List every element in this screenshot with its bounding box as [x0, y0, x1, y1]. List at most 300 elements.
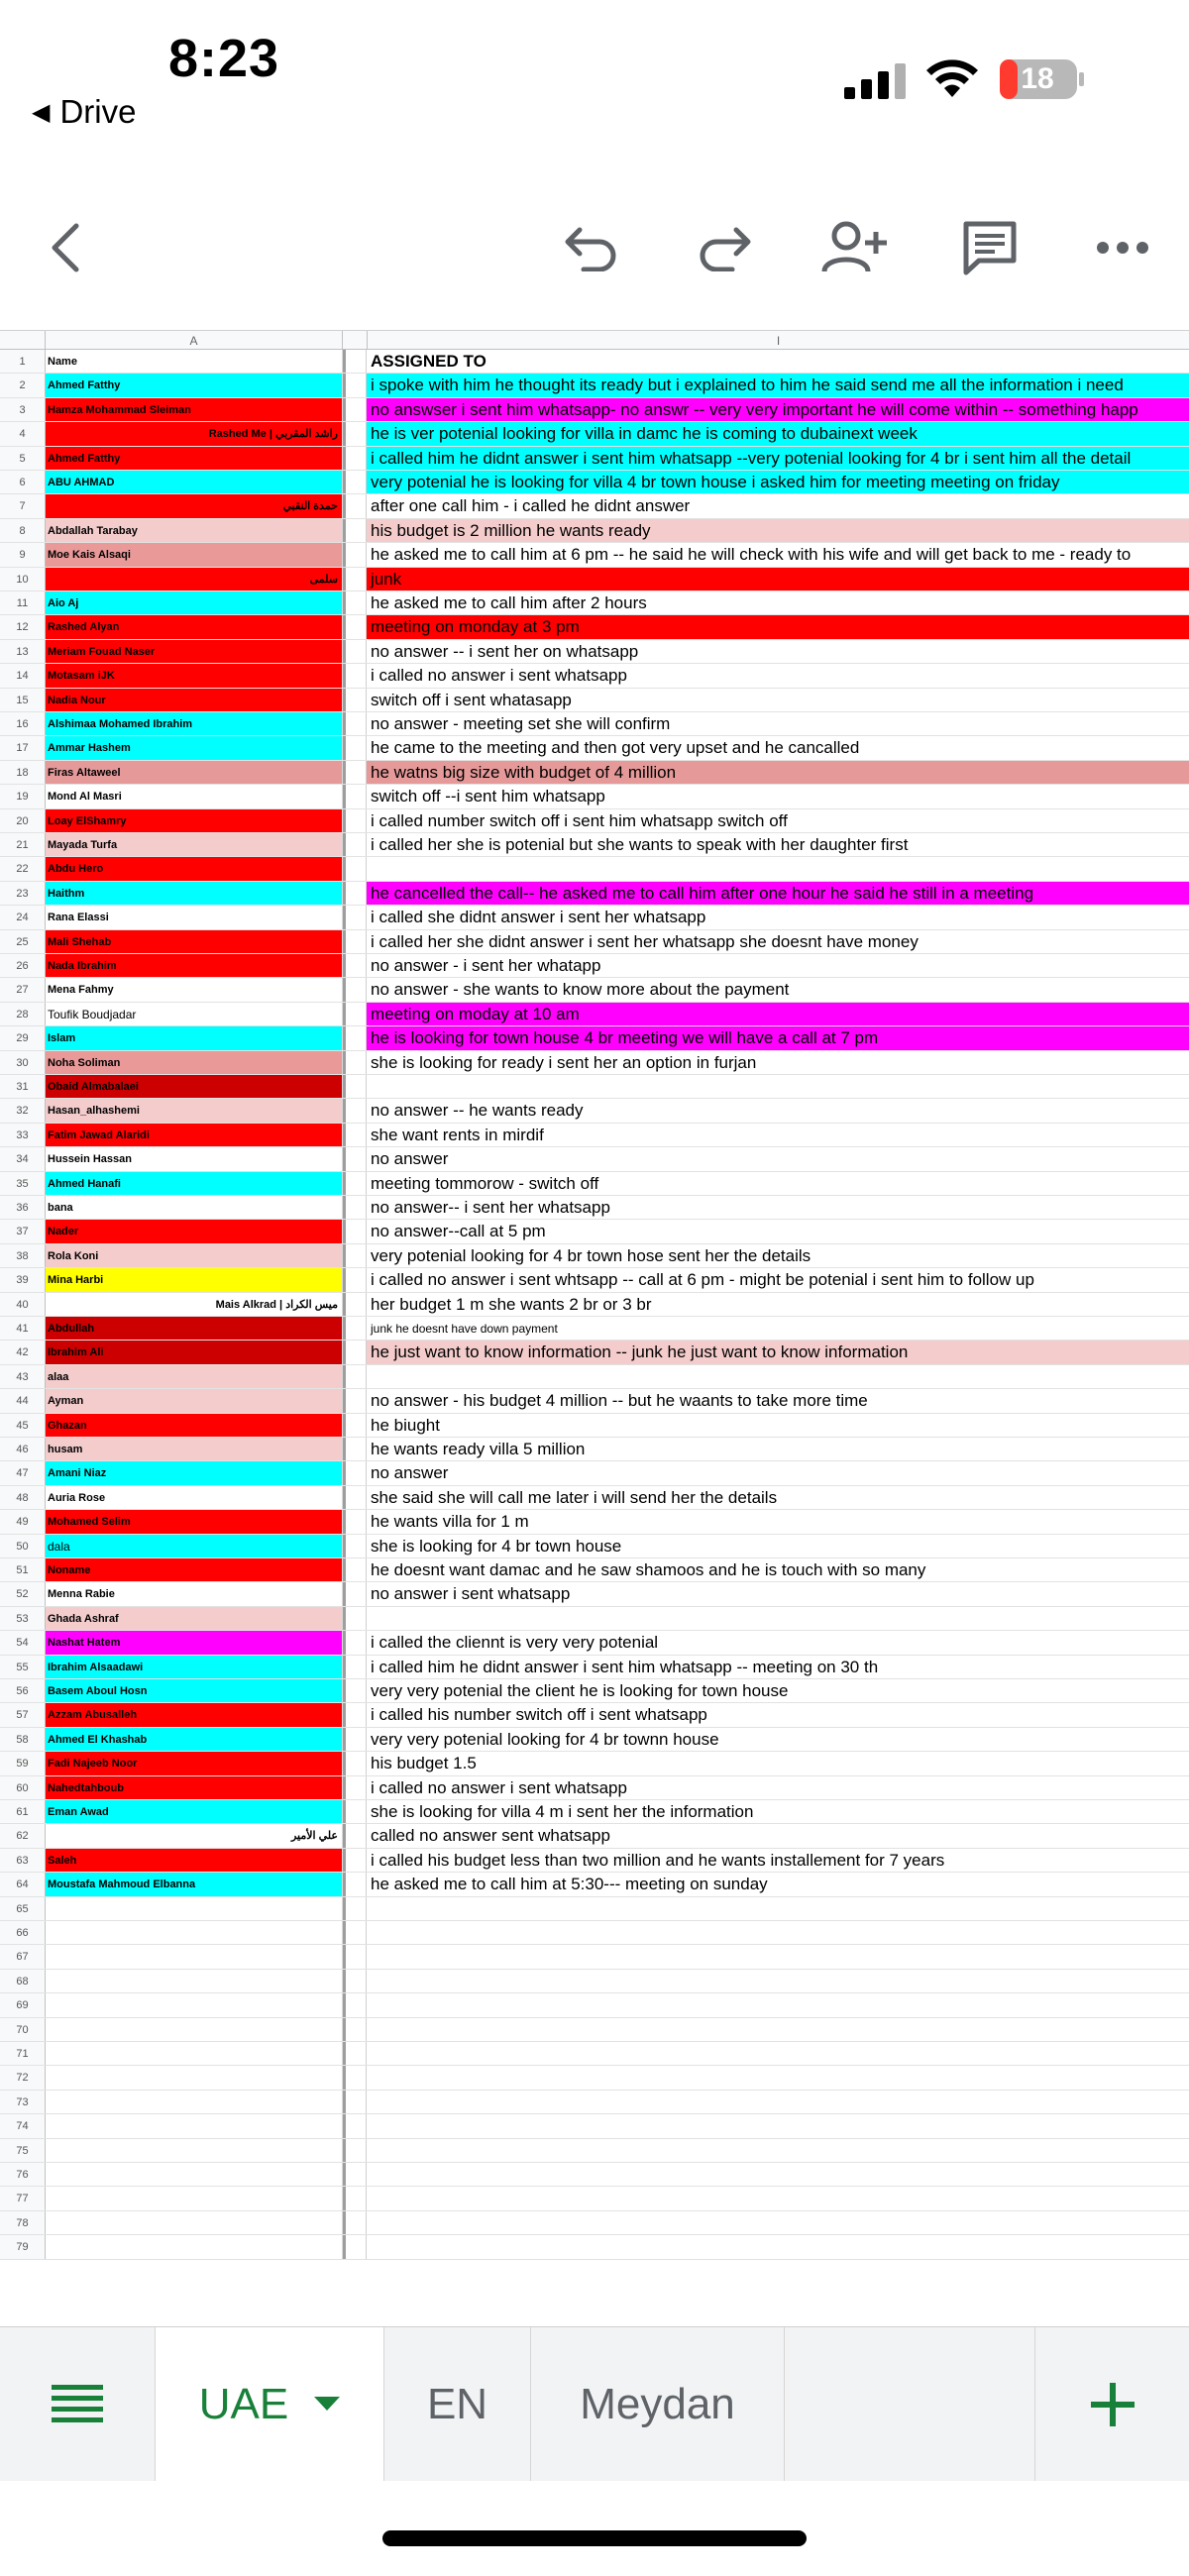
name-cell[interactable]: Azzam Abusalleh — [46, 1703, 343, 1726]
spreadsheet-grid[interactable] — [0, 330, 1189, 2326]
row-number[interactable]: 4 — [0, 422, 46, 445]
row-number[interactable]: 13 — [0, 640, 46, 663]
row-number[interactable]: 49 — [0, 1510, 46, 1533]
name-cell[interactable]: Abdallah Tarabay — [46, 519, 343, 542]
row-number[interactable]: 32 — [0, 1099, 46, 1122]
row-number[interactable]: 34 — [0, 1147, 46, 1170]
name-cell[interactable] — [46, 1945, 343, 1968]
assigned-note-cell[interactable]: she is looking for villa 4 m i sent her the information — [367, 1800, 1189, 1823]
row-number[interactable]: 39 — [0, 1268, 46, 1291]
name-cell[interactable]: dala — [46, 1535, 343, 1557]
assigned-note-cell[interactable]: he cancelled the call-- he asked me to call him after one hour he said he still in a meeting — [367, 882, 1189, 905]
row-number[interactable]: 59 — [0, 1752, 46, 1774]
frozen-column-divider — [343, 2235, 367, 2258]
assigned-note-cell[interactable]: i called his number switch off i sent whatsapp — [367, 1703, 1189, 1726]
assigned-note-cell[interactable] — [367, 2042, 1189, 2065]
name-cell[interactable] — [46, 1921, 343, 1944]
tab-meydan[interactable] — [531, 2327, 785, 2482]
name-cell[interactable]: Auria Rose — [46, 1486, 343, 1509]
assigned-note-cell[interactable] — [367, 2163, 1189, 2186]
frozen-column-divider — [343, 2211, 367, 2234]
name-cell[interactable]: Ibrahim Alsaadawi — [46, 1656, 343, 1678]
name-cell[interactable]: Hasan_alhashemi — [46, 1099, 343, 1122]
row-number[interactable]: 35 — [0, 1172, 46, 1195]
row-number[interactable]: 36 — [0, 1196, 46, 1219]
assigned-note-cell[interactable]: he asked me to call him at 5:30--- meeting on sunday — [367, 1873, 1189, 1895]
row-number[interactable]: 65 — [0, 1897, 46, 1920]
row-number[interactable]: 51 — [0, 1558, 46, 1581]
name-cell[interactable]: Rashed Me | راشد المقربي — [46, 422, 343, 445]
row-number[interactable]: 58 — [0, 1728, 46, 1751]
assigned-note-cell[interactable] — [367, 1970, 1189, 1992]
assigned-note-cell[interactable]: he doesnt want damac and he saw shamoos and he is touch with so many — [367, 1558, 1189, 1581]
row-number[interactable]: 6 — [0, 471, 46, 493]
name-cell[interactable] — [46, 2187, 343, 2209]
name-cell[interactable] — [46, 2235, 343, 2258]
row-number[interactable]: 43 — [0, 1365, 46, 1388]
assigned-note-cell[interactable]: she is looking for 4 br town house — [367, 1535, 1189, 1557]
share-button[interactable] — [820, 218, 890, 277]
select-all-corner[interactable] — [0, 331, 46, 351]
name-cell[interactable]: husam — [46, 1438, 343, 1460]
name-cell[interactable]: Ahmed Hanafi — [46, 1172, 343, 1195]
name-cell[interactable] — [46, 2091, 343, 2113]
row-number[interactable]: 22 — [0, 857, 46, 880]
row-number[interactable]: 79 — [0, 2235, 46, 2258]
assigned-note-cell[interactable]: junk — [367, 568, 1189, 590]
name-cell[interactable]: سلمى — [46, 568, 343, 590]
name-cell[interactable]: Mond Al Masri — [46, 785, 343, 807]
row-number[interactable]: 16 — [0, 712, 46, 735]
row-number[interactable]: 24 — [0, 906, 46, 928]
assigned-note-cell[interactable]: after one call him - i called he didnt answer — [367, 494, 1189, 517]
row-number[interactable]: 46 — [0, 1438, 46, 1460]
row-number[interactable]: 68 — [0, 1970, 46, 1992]
row-number[interactable]: 73 — [0, 2091, 46, 2113]
assigned-note-cell[interactable]: ASSIGNED TO — [367, 350, 1189, 373]
table-row — [0, 2139, 1189, 2163]
row-number[interactable]: 2 — [0, 374, 46, 396]
table-row — [0, 1341, 1189, 1364]
back-button[interactable] — [32, 218, 101, 277]
table-row — [0, 2114, 1189, 2138]
column-header-a[interactable]: A — [46, 331, 343, 351]
assigned-note-cell[interactable] — [367, 2139, 1189, 2162]
undo-button[interactable] — [557, 218, 626, 277]
name-cell[interactable] — [46, 1970, 343, 1992]
assigned-note-cell[interactable]: he biught — [367, 1414, 1189, 1437]
frozen-column-divider — [343, 1728, 367, 1751]
assigned-note-cell[interactable]: no answer -- i sent her on whatsapp — [367, 640, 1189, 663]
row-number[interactable]: 38 — [0, 1244, 46, 1267]
name-cell[interactable] — [46, 2066, 343, 2089]
frozen-column-divider — [343, 1317, 367, 1340]
assigned-note-cell[interactable]: switch off i sent whatasapp — [367, 689, 1189, 711]
table-row — [0, 930, 1189, 954]
name-cell[interactable]: Saleh — [46, 1849, 343, 1872]
row-number[interactable]: 67 — [0, 1945, 46, 1968]
name-cell[interactable]: Rola Koni — [46, 1244, 343, 1267]
assigned-note-cell[interactable]: i called no answer i sent whatsapp — [367, 664, 1189, 687]
row-number[interactable]: 72 — [0, 2066, 46, 2089]
row-number[interactable]: 9 — [0, 543, 46, 566]
name-cell[interactable]: Nahedtahboub — [46, 1776, 343, 1799]
frozen-column-divider — [343, 447, 367, 470]
assigned-note-cell[interactable]: he asked me to call him after 2 hours — [367, 591, 1189, 614]
name-cell[interactable]: Eman Awad — [46, 1800, 343, 1823]
all-sheets-button[interactable] — [0, 2327, 155, 2482]
assigned-note-cell[interactable]: i called no answer i sent whatsapp — [367, 1776, 1189, 1799]
frozen-column-divider — [343, 1244, 367, 1267]
frozen-column-divider — [343, 398, 367, 421]
assigned-note-cell[interactable]: i called him he didnt answer i sent him whatsapp -- meeting on 30 th — [367, 1656, 1189, 1678]
row-number[interactable]: 20 — [0, 809, 46, 832]
tab-meydan-label: Meydan — [580, 2380, 735, 2428]
row-number[interactable]: 53 — [0, 1607, 46, 1630]
row-number[interactable]: 21 — [0, 833, 46, 856]
row-number[interactable]: 78 — [0, 2211, 46, 2234]
assigned-note-cell[interactable]: his budget 1.5 — [367, 1752, 1189, 1774]
row-number[interactable]: 66 — [0, 1921, 46, 1944]
row-number[interactable]: 50 — [0, 1535, 46, 1557]
assigned-note-cell[interactable]: switch off --i sent him whatsapp — [367, 785, 1189, 807]
row-number[interactable]: 55 — [0, 1656, 46, 1678]
row-number[interactable]: 77 — [0, 2187, 46, 2209]
row-number[interactable]: 29 — [0, 1026, 46, 1049]
row-number[interactable]: 8 — [0, 519, 46, 542]
frozen-column-divider — [343, 1051, 367, 1074]
row-number[interactable]: 54 — [0, 1631, 46, 1654]
frozen-column-divider — [343, 1414, 367, 1437]
name-cell[interactable]: Ahmed Fatthy — [46, 374, 343, 396]
assigned-note-cell[interactable]: she said she will call me later i will send her the details — [367, 1486, 1189, 1509]
more-options-button[interactable] — [1088, 218, 1157, 277]
assigned-note-cell[interactable]: he wants villa for 1 m — [367, 1510, 1189, 1533]
assigned-note-cell[interactable]: no answer -- he wants ready — [367, 1099, 1189, 1122]
row-number[interactable]: 42 — [0, 1341, 46, 1363]
row-number[interactable]: 28 — [0, 1003, 46, 1025]
table-row — [0, 1365, 1189, 1389]
row-number[interactable]: 61 — [0, 1800, 46, 1823]
name-cell[interactable]: Fadi Najeeb Noor — [46, 1752, 343, 1774]
name-cell[interactable]: Haithm — [46, 882, 343, 905]
name-cell[interactable] — [46, 1897, 343, 1920]
name-cell[interactable]: علي الأمير — [46, 1824, 343, 1847]
table-row — [0, 422, 1189, 446]
row-number[interactable]: 30 — [0, 1051, 46, 1074]
row-number[interactable]: 23 — [0, 882, 46, 905]
name-cell[interactable]: Rana Elassi — [46, 906, 343, 928]
assigned-note-cell[interactable]: no answer — [367, 1147, 1189, 1170]
status-time: 8:23 — [168, 29, 280, 88]
assigned-note-cell[interactable] — [367, 2091, 1189, 2113]
row-number[interactable]: 1 — [0, 350, 46, 373]
assigned-note-cell[interactable]: his budget is 2 million he wants ready — [367, 519, 1189, 542]
name-cell[interactable]: Ahmed Fatthy — [46, 447, 343, 470]
assigned-note-cell[interactable]: no answer - i sent her whatapp — [367, 954, 1189, 977]
name-cell[interactable]: Ghada Ashraf — [46, 1607, 343, 1630]
name-cell[interactable]: Loay ElShamry — [46, 809, 343, 832]
row-number[interactable]: 71 — [0, 2042, 46, 2065]
row-number[interactable]: 64 — [0, 1873, 46, 1895]
name-cell[interactable]: Aio Aj — [46, 591, 343, 614]
name-cell[interactable]: Nader — [46, 1220, 343, 1242]
assigned-note-cell[interactable]: he is looking for town house 4 br meeting we will have a call at 7 pm — [367, 1026, 1189, 1049]
name-cell[interactable]: Toufik Boudjadar — [46, 1003, 343, 1025]
row-number[interactable]: 75 — [0, 2139, 46, 2162]
name-cell[interactable]: Fatim Jawad Alaridi — [46, 1124, 343, 1146]
name-cell[interactable]: Nadia Nour — [46, 689, 343, 711]
row-number[interactable]: 69 — [0, 1993, 46, 2016]
name-cell[interactable]: Noha Soliman — [46, 1051, 343, 1074]
table-row — [0, 1800, 1189, 1824]
assigned-note-cell[interactable]: no answer - his budget 4 million -- but he waants to take more time — [367, 1389, 1189, 1412]
name-cell[interactable]: Mena Fahmy — [46, 978, 343, 1001]
row-number[interactable]: 5 — [0, 447, 46, 470]
row-number[interactable]: 27 — [0, 978, 46, 1001]
name-cell[interactable] — [46, 2211, 343, 2234]
row-number[interactable]: 10 — [0, 568, 46, 590]
back-to-drive-link[interactable] — [32, 93, 136, 131]
assigned-note-cell[interactable]: i called him he didnt answer i sent him whatsapp --very potenial looking for 4 br i sent him all the detail — [367, 447, 1189, 470]
name-cell[interactable]: Amani Niaz — [46, 1461, 343, 1484]
assigned-note-cell[interactable]: he came to the meeting and then got very upset and he cancalled — [367, 736, 1189, 759]
row-number[interactable]: 47 — [0, 1461, 46, 1484]
assigned-note-cell[interactable]: called no answer sent whatsapp — [367, 1824, 1189, 1847]
row-number[interactable]: 11 — [0, 591, 46, 614]
name-cell[interactable]: alaa — [46, 1365, 343, 1388]
assigned-note-cell[interactable]: very potenial looking for 4 br town hose sent her the details — [367, 1244, 1189, 1267]
assigned-note-cell[interactable]: she is looking for ready i sent her an option in furjan — [367, 1051, 1189, 1074]
assigned-note-cell[interactable] — [367, 1921, 1189, 1944]
name-cell[interactable]: Menna Rabie — [46, 1582, 343, 1605]
assigned-note-cell[interactable]: very very potenial the client he is looking for town house — [367, 1679, 1189, 1702]
name-cell[interactable]: Alshimaa Mohamed Ibrahim — [46, 712, 343, 735]
frozen-column-divider — [343, 640, 367, 663]
assigned-note-cell[interactable]: he wants ready villa 5 million — [367, 1438, 1189, 1460]
table-row — [0, 906, 1189, 929]
assigned-note-cell[interactable]: very potenial he is looking for villa 4 br town house i asked him for meeting meeting on friday — [367, 471, 1189, 493]
tab-uae[interactable] — [155, 2327, 384, 2482]
row-number[interactable]: 26 — [0, 954, 46, 977]
table-row — [0, 1776, 1189, 1800]
assigned-note-cell[interactable]: very very potenial looking for 4 br townn house — [367, 1728, 1189, 1751]
name-cell[interactable]: bana — [46, 1196, 343, 1219]
assigned-note-cell[interactable]: no answser i sent him whatsapp- no answr -- very very important he will come within -- something happ — [367, 398, 1189, 421]
name-cell[interactable]: حمدة النقبي — [46, 494, 343, 517]
assigned-note-cell[interactable]: i called the cliennt is very very potenial — [367, 1631, 1189, 1654]
home-indicator[interactable] — [382, 2530, 807, 2546]
row-number[interactable]: 62 — [0, 1824, 46, 1847]
tab-en-label: EN — [426, 2380, 488, 2428]
name-cell[interactable]: Mina Harbi — [46, 1268, 343, 1291]
row-number[interactable]: 7 — [0, 494, 46, 517]
row-number[interactable]: 76 — [0, 2163, 46, 2186]
name-cell[interactable] — [46, 2018, 343, 2041]
table-row — [0, 1728, 1189, 1752]
frozen-column-divider — [343, 374, 367, 396]
assigned-note-cell[interactable]: i spoke with him he thought its ready but i explained to him he said send me all the information i need — [367, 374, 1189, 396]
assigned-note-cell[interactable]: meeting tommorow - switch off — [367, 1172, 1189, 1195]
name-cell[interactable] — [46, 1993, 343, 2016]
row-number[interactable]: 41 — [0, 1317, 46, 1340]
name-cell[interactable] — [46, 2139, 343, 2162]
row-number[interactable]: 44 — [0, 1389, 46, 1412]
assigned-note-cell[interactable]: no answer i sent whatsapp — [367, 1582, 1189, 1605]
name-cell[interactable]: Nada Ibrahim — [46, 954, 343, 977]
name-cell[interactable]: Name — [46, 350, 343, 373]
table-row — [0, 785, 1189, 808]
assigned-note-cell[interactable]: he asked me to call him at 6 pm -- he said he will check with his wife and will get back to me - ready to — [367, 543, 1189, 566]
table-row — [0, 1051, 1189, 1075]
table-row — [0, 761, 1189, 785]
table-row — [0, 471, 1189, 494]
table-row — [0, 2211, 1189, 2235]
row-number[interactable]: 70 — [0, 2018, 46, 2041]
row-number[interactable]: 37 — [0, 1220, 46, 1242]
assigned-note-cell[interactable]: junk he doesnt have down payment — [367, 1317, 1189, 1340]
name-cell[interactable] — [46, 2114, 343, 2137]
assigned-note-cell[interactable]: he is ver potenial looking for villa in damc he is coming to dubainext week — [367, 422, 1189, 445]
assigned-note-cell[interactable]: i called his budget less than two million and he wants installement for 7 years — [367, 1849, 1189, 1872]
row-number[interactable]: 48 — [0, 1486, 46, 1509]
assigned-note-cell[interactable] — [367, 2211, 1189, 2234]
row-number[interactable]: 74 — [0, 2114, 46, 2137]
row-number[interactable]: 56 — [0, 1679, 46, 1702]
row-number[interactable]: 45 — [0, 1414, 46, 1437]
name-cell[interactable]: Rashed Alyan — [46, 615, 343, 638]
name-cell[interactable]: Moustafa Mahmoud Elbanna — [46, 1873, 343, 1895]
assigned-note-cell[interactable]: no answer - meeting set she will confirm — [367, 712, 1189, 735]
table-row — [0, 1099, 1189, 1123]
assigned-note-cell[interactable] — [367, 2235, 1189, 2258]
assigned-note-cell[interactable]: i called number switch off i sent him whatsapp switch off — [367, 809, 1189, 832]
add-sheet-button[interactable] — [1034, 2327, 1189, 2482]
row-number[interactable]: 40 — [0, 1293, 46, 1316]
frozen-column-divider — [343, 2066, 367, 2089]
name-cell[interactable]: Mayada Turfa — [46, 833, 343, 856]
name-cell[interactable]: Basem Aboul Hosn — [46, 1679, 343, 1702]
table-row — [0, 1993, 1189, 2017]
assigned-note-cell[interactable] — [367, 1607, 1189, 1630]
table-row — [0, 857, 1189, 881]
assigned-note-cell[interactable]: no answer — [367, 1461, 1189, 1484]
assigned-note-cell[interactable]: she want rents in mirdif — [367, 1124, 1189, 1146]
row-number[interactable]: 52 — [0, 1582, 46, 1605]
name-cell[interactable]: Firas Altaweel — [46, 761, 343, 784]
assigned-note-cell[interactable]: meeting on monday at 3 pm — [367, 615, 1189, 638]
name-cell[interactable]: Ibrahim Ali — [46, 1341, 343, 1363]
column-header-i[interactable]: I — [367, 331, 1189, 351]
row-number[interactable]: 14 — [0, 664, 46, 687]
row-number[interactable]: 19 — [0, 785, 46, 807]
comments-button[interactable] — [955, 218, 1025, 277]
row-number[interactable]: 18 — [0, 761, 46, 784]
name-cell[interactable]: Mais Alkrad | ميس الكراد — [46, 1293, 343, 1316]
name-cell[interactable]: Noname — [46, 1558, 343, 1581]
name-cell[interactable]: Hamza Mohammad Sleiman — [46, 398, 343, 421]
assigned-note-cell[interactable]: i called her she is potenial but she wants to speak with her daughter first — [367, 833, 1189, 856]
assigned-note-cell[interactable]: i called she didnt answer i sent her whatsapp — [367, 906, 1189, 928]
assigned-note-cell[interactable]: no answer--call at 5 pm — [367, 1220, 1189, 1242]
frozen-column-divider — [343, 857, 367, 880]
assigned-note-cell[interactable] — [367, 2114, 1189, 2137]
row-number[interactable]: 12 — [0, 615, 46, 638]
row-number[interactable]: 60 — [0, 1776, 46, 1799]
table-row — [0, 2042, 1189, 2066]
assigned-note-cell[interactable] — [367, 2018, 1189, 2041]
assigned-note-cell[interactable]: meeting on moday at 10 am — [367, 1003, 1189, 1025]
name-cell[interactable]: Abdu Hero — [46, 857, 343, 880]
name-cell[interactable]: Nashat Hatem — [46, 1631, 343, 1654]
name-cell[interactable]: Mali Shehab — [46, 930, 343, 953]
row-number[interactable]: 3 — [0, 398, 46, 421]
assigned-note-cell[interactable] — [367, 1075, 1189, 1098]
name-cell[interactable]: Ahmed El Khashab — [46, 1728, 343, 1751]
assigned-note-cell[interactable]: her budget 1 m she wants 2 br or 3 br — [367, 1293, 1189, 1316]
row-number[interactable]: 15 — [0, 689, 46, 711]
assigned-note-cell[interactable]: he just want to know information -- junk he just want to know information — [367, 1341, 1189, 1363]
assigned-note-cell[interactable] — [367, 2187, 1189, 2209]
name-cell[interactable]: Islam — [46, 1026, 343, 1049]
name-cell[interactable]: Ammar Hashem — [46, 736, 343, 759]
assigned-note-cell[interactable]: he watns big size with budget of 4 million — [367, 761, 1189, 784]
assigned-note-cell[interactable] — [367, 1993, 1189, 2016]
frozen-column-divider — [343, 1535, 367, 1557]
sheet-tab-bar — [0, 2326, 1189, 2481]
frozen-column-divider — [343, 1993, 367, 2016]
assigned-note-cell[interactable]: i called her she didnt answer i sent her whatsapp she doesnt have money — [367, 930, 1189, 953]
name-cell[interactable]: Hussein Hassan — [46, 1147, 343, 1170]
assigned-note-cell[interactable] — [367, 1897, 1189, 1920]
row-number[interactable]: 33 — [0, 1124, 46, 1146]
name-cell[interactable]: Meriam Fouad Naser — [46, 640, 343, 663]
tab-en[interactable] — [384, 2327, 531, 2482]
row-number[interactable]: 63 — [0, 1849, 46, 1872]
assigned-note-cell[interactable] — [367, 2066, 1189, 2089]
dropdown-triangle-icon[interactable] — [314, 2397, 340, 2413]
name-cell[interactable]: ABU AHMAD — [46, 471, 343, 493]
name-cell[interactable]: Abdullah — [46, 1317, 343, 1340]
assigned-note-cell[interactable]: i called no answer i sent whtsapp -- call at 6 pm - might be potenial i sent him to follow up — [367, 1268, 1189, 1291]
frozen-column-divider — [343, 1558, 367, 1581]
table-row — [0, 1656, 1189, 1679]
assigned-note-cell[interactable]: no answer-- i sent her whatsapp — [367, 1196, 1189, 1219]
name-cell[interactable]: Mohamed Selim — [46, 1510, 343, 1533]
redo-button[interactable] — [690, 218, 759, 277]
row-number[interactable]: 25 — [0, 930, 46, 953]
table-row — [0, 1535, 1189, 1558]
assigned-note-cell[interactable] — [367, 1945, 1189, 1968]
name-cell[interactable]: Obaid Almabalaei — [46, 1075, 343, 1098]
row-number[interactable]: 17 — [0, 736, 46, 759]
assigned-note-cell[interactable] — [367, 1365, 1189, 1388]
name-cell[interactable]: Ayman — [46, 1389, 343, 1412]
table-row — [0, 882, 1189, 906]
name-cell[interactable] — [46, 2042, 343, 2065]
name-cell[interactable] — [46, 2163, 343, 2186]
assigned-note-cell[interactable] — [367, 857, 1189, 880]
name-cell[interactable]: Ghazan — [46, 1414, 343, 1437]
row-number[interactable]: 31 — [0, 1075, 46, 1098]
name-cell[interactable]: Moe Kais Alsaqi — [46, 543, 343, 566]
name-cell[interactable]: Motasam iJK — [46, 664, 343, 687]
frozen-column-divider — [343, 1365, 367, 1388]
row-number[interactable]: 57 — [0, 1703, 46, 1726]
table-row — [0, 1945, 1189, 1969]
frozen-column-divider — [343, 615, 367, 638]
assigned-note-cell[interactable]: no answer - she wants to know more about the payment — [367, 978, 1189, 1001]
